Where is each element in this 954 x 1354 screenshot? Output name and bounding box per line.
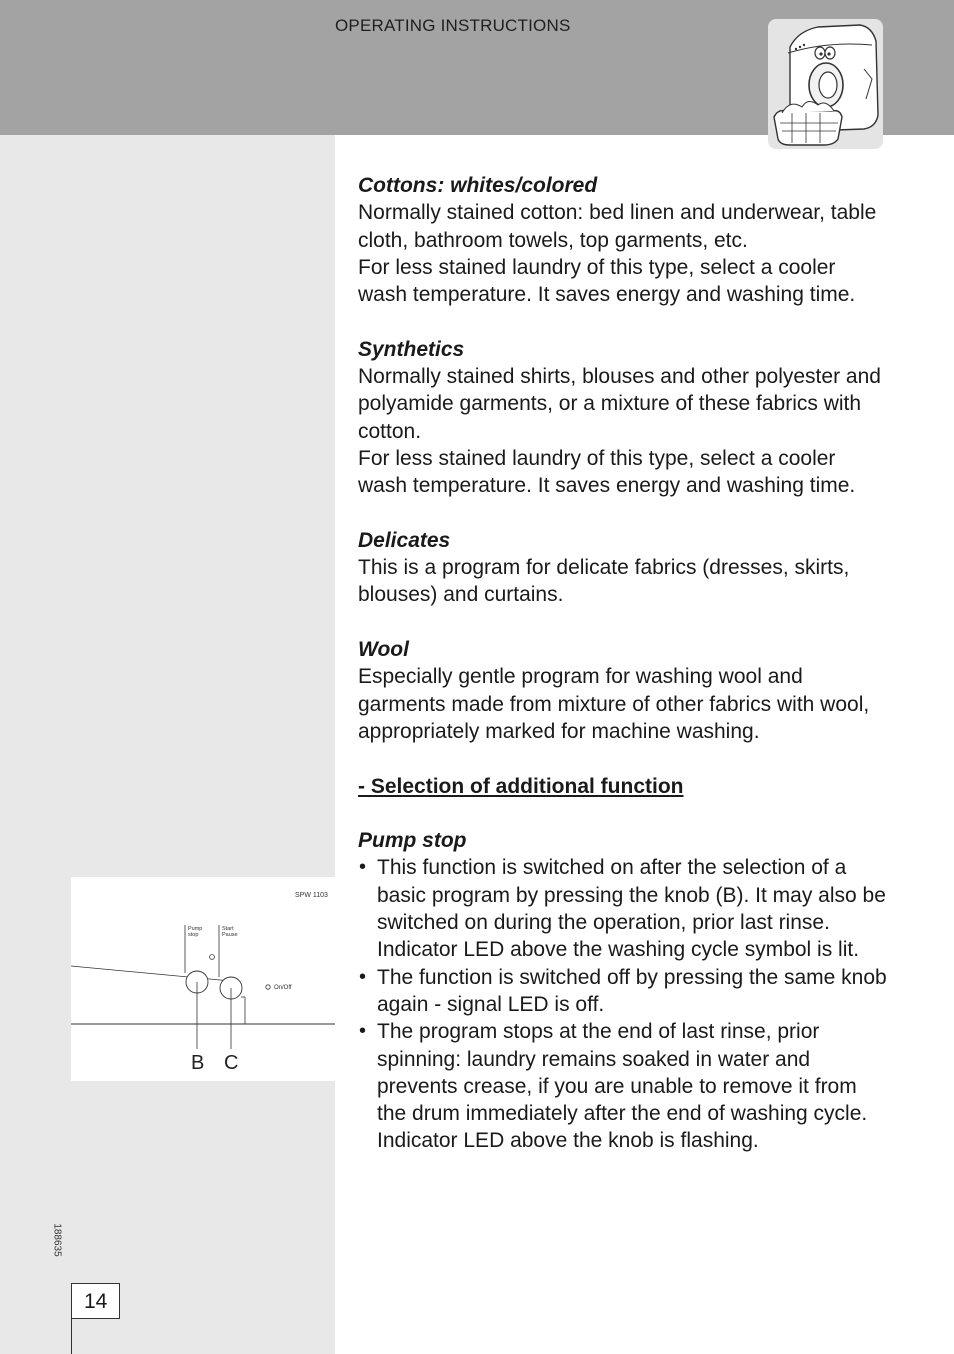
page-number: 14 <box>71 1283 120 1319</box>
section-title: Synthetics <box>358 337 465 361</box>
section-delicates <box>358 527 888 609</box>
list-item-text: The function is switched off by pressing the same knob again - signal LED is off. <box>377 965 887 1016</box>
bullet-icon: • <box>359 965 367 988</box>
list-item <box>358 964 888 1019</box>
section-wool <box>358 636 888 745</box>
section-paragraph: Especially gentle program for washing wool and garments made from mixture of other fabrics with wool, appropriately marked for machine washing. <box>358 665 870 743</box>
list-item-text: The program stops at the end of last rinse, prior spinning: laundry remains soaked in water and prevents crease, if you are unable to remove it from the drum immediately after the end of washing cycle. Indicator LED above the knob is flashing. <box>377 1020 868 1153</box>
list-item <box>358 854 888 963</box>
on-off-led-icon <box>266 985 270 989</box>
section-title: Pump stop <box>358 829 467 853</box>
pump-stop-label-line1: Pump <box>188 926 203 932</box>
section-paragraph: Normally stained shirts, blouses and other polyester and polyamide garments, or a mixture of these fabrics with cotton. <box>358 365 881 443</box>
list-item <box>358 1018 888 1154</box>
section-paragraph: This is a program for delicate fabrics (dresses, skirts, blouses) and curtains. <box>358 556 850 607</box>
washing-machine-mascot-icon <box>768 19 883 149</box>
left-margin-panel <box>0 135 335 1354</box>
bullet-icon: • <box>359 856 367 879</box>
start-pause-label-line1: Start <box>222 926 234 932</box>
pump-stop-list <box>358 854 888 1154</box>
control-panel-diagram <box>71 877 335 1081</box>
section-paragraph: For less stained laundry of this type, select a cooler wash temperature. It saves energy and washing time. <box>358 255 856 307</box>
section-pump-stop <box>358 827 888 1155</box>
bullet-icon: • <box>359 1020 367 1043</box>
section-cottons <box>358 172 888 308</box>
indicator-led-icon <box>210 955 215 960</box>
section-title: Delicates <box>358 528 451 552</box>
section-title: Wool <box>358 638 409 662</box>
start-pause-label-line2: Pause <box>222 932 238 938</box>
page-number-rule <box>71 1319 72 1354</box>
knob-c-label: C <box>224 1052 239 1074</box>
main-content <box>358 172 888 1182</box>
section-paragraph: Normally stained cotton: bed linen and underwear, table cloth, bathroom towels, top garments, etc. <box>358 201 877 252</box>
knob-b-label: B <box>191 1052 205 1074</box>
list-item-text: This function is switched on after the selection of a basic program by pressing the knob (B). It may also be switched on during the operation, prior last rinse. Indicator LED above the washing cycle symbol is lit. <box>377 856 886 962</box>
diagram-model-label: SPW 1103 <box>295 892 328 899</box>
document-code: 188635 <box>51 1223 63 1257</box>
header-title: OPERATING INSTRUCTIONS <box>335 16 571 35</box>
pump-stop-label-line2: stop <box>188 932 199 938</box>
additional-function-heading: - Selection of additional function <box>358 774 684 798</box>
section-synthetics <box>358 336 888 500</box>
on-off-label: On/Off <box>274 985 292 991</box>
section-paragraph: For less stained laundry of this type, select a cooler wash temperature. It saves energy and washing time. <box>358 446 856 498</box>
section-title: Cottons: whites/colored <box>358 174 598 197</box>
